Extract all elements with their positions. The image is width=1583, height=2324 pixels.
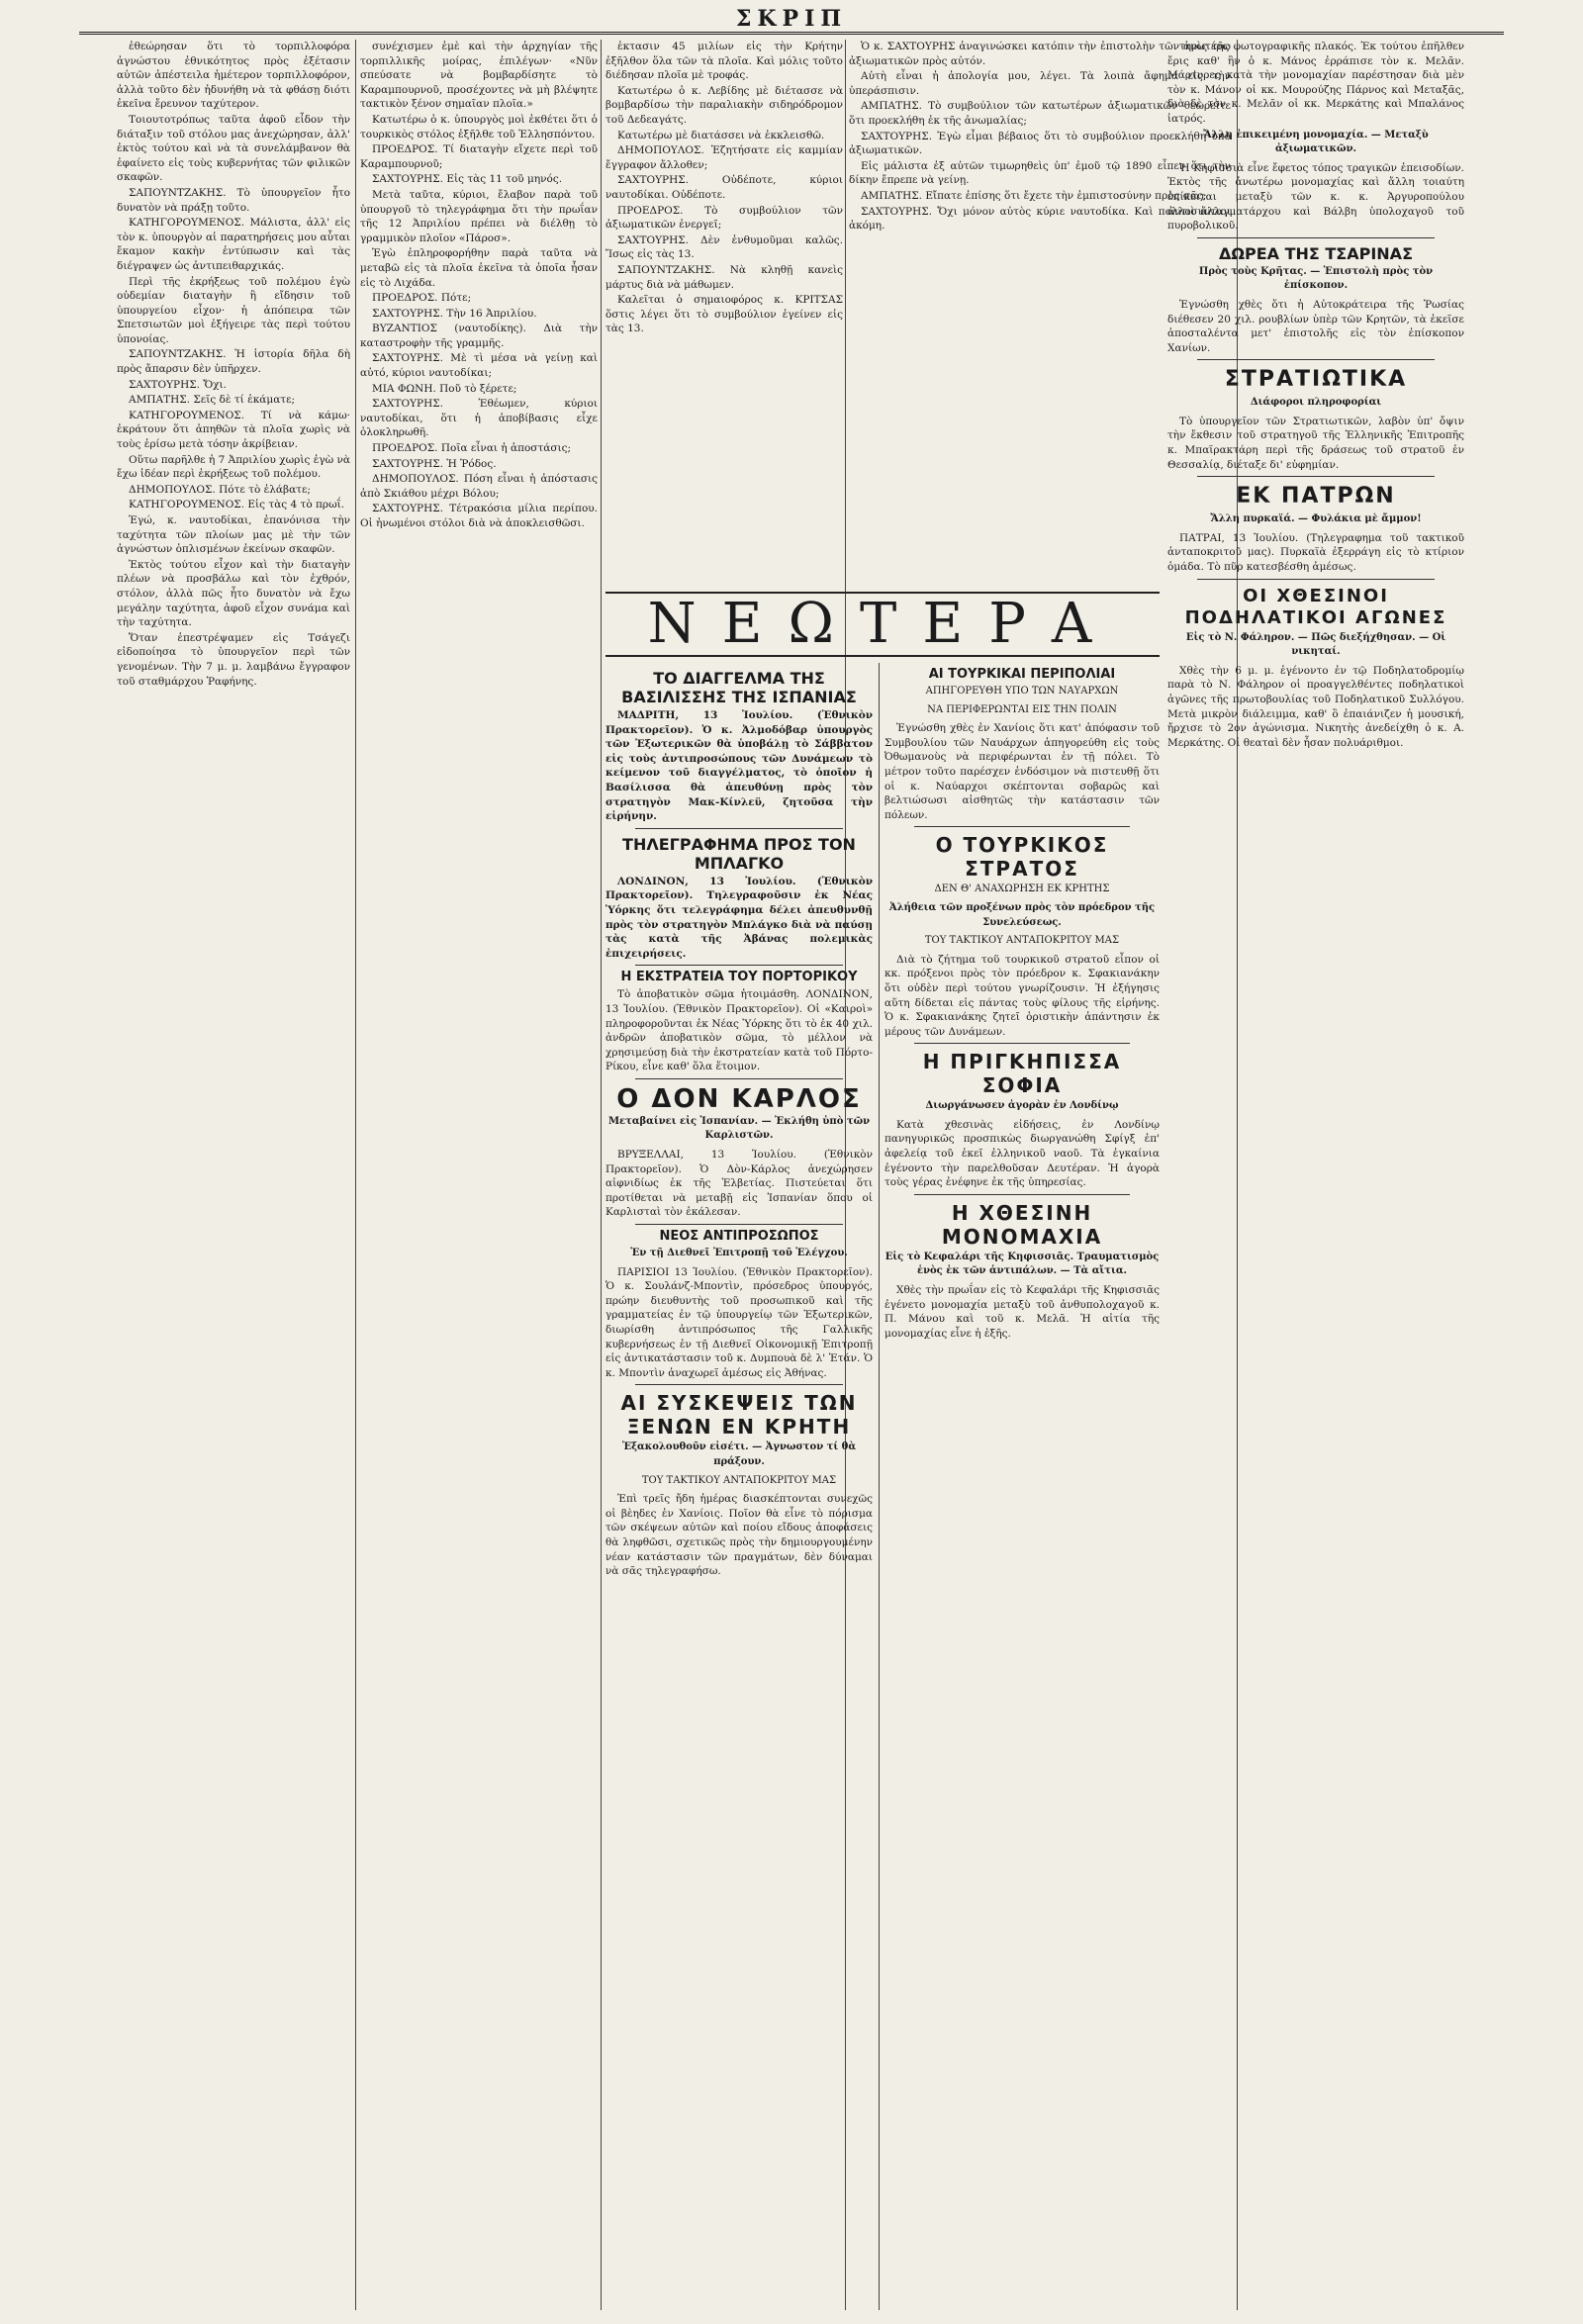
paragraph: ΣΑΧΤΟΥΡΗΣ. Εἰς τὰς 11 τοῦ μηνός. — [372, 173, 563, 186]
paragraph: ΚΑΤΗΓΟΡΟΥΜΕΝΟΣ. Τί νὰ κάμω· ἐκράτουν ὅτι ἀπηθῶν τὰ πλοῖα χωρὶς νὰ τοὺς ἐρίσω μετὰ τόσην ἀκρίβειαν. — [117, 409, 350, 451]
divider — [914, 1043, 1130, 1044]
column-1 — [117, 40, 350, 2310]
paragraph: ΔΗΜΟΠΟΥΛΟΣ. Ἐζητήσατε εἰς καμμίαν ἔγγραφον ἄλλοθεν; — [605, 144, 843, 171]
headline-prigk: Η ΠΡΙΓΚΗΠΙΣΣΑ ΣΟΦΙΑ — [922, 1050, 1122, 1098]
paragraph: ΑΜΠΑΤΗΣ. Τὸ συμβούλιον τῶν κατωτέρων ἀξιωματικῶν θεωρεῖτε ὅτι προεκλήθη ἐκ τῆς ἀνωμαλίας; — [849, 100, 1231, 127]
subhead-tourk-2: ΝΑ ΠΕΡΙΦΕΡΩΝΤΑΙ ΕΙΣ ΤΗΝ ΠΟΛΙΝ — [927, 703, 1117, 715]
headline-mono2: Ἄλλη ἐπικειμένη μονομαχία. — Μεταξὺ ἀξιωματικῶν. — [1203, 129, 1429, 155]
headline-stratos: Ο ΤΟΥΡΚΙΚΟΣ ΣΤΡΑΤΟΣ — [935, 833, 1109, 882]
subhead-syskepseis: Ἐξακολουθοῦν εἰσέτι. — Ἀγνωστον τί θὰ πράξουν. — [621, 1441, 857, 1467]
paragraph: ΣΑΧΤΟΥΡΗΣ. Ἐθέωμεν, κύριοι ναυτοδίκαι, ὅτι ἡ ἀποβίβασις εἶχε ὁλοκληρωθῆ. — [360, 398, 598, 439]
headline-portorico: Η ΕΚΣΤΡΑΤΕΙΑ ΤΟΥ ΠΟΡΤΟΡΙΚΟΥ — [620, 970, 858, 985]
paragraph: ΠΡΟΕΔΡΟΣ. Τί διαταγὴν εἴχετε περὶ τοῦ Καραμπουρνοῦ; — [360, 143, 598, 170]
paragraph: ΠΡΟΕΔΡΟΣ. Τὸ συμβούλιον τῶν ἀξιωματικῶν ἐνεργεῖ; — [605, 204, 843, 232]
subhead-stratos: ΔΕΝ Θ' ΑΝΑΧΩΡΗΣΗ ΕΚ ΚΡΗΤΗΣ — [934, 883, 1110, 895]
column-rule — [879, 663, 880, 2310]
article-agones: Χθὲς τὴν 6 μ. μ. ἐγένοντο ἐν τῷ Ποδηλατοδρομίῳ παρὰ τὸ Ν. Φάληρον οἱ προαγγελθέντες ποδηλατικοὶ ἀγῶνες τῆς πρωτοβουλίας τοῦ Ποδηλατικοῦ Συλλόγου. Μετὰ μικρὸν διάλειμμα, καθ' ὃ ἐπαιάνιζεν ἡ μουσική, ἤρχισε τὸ 2ον ἀγώνισμα. Νικητὴς ἀνεδείχθη ὁ κ. Α. Μερκάτης. Οἱ θεαταὶ δὲν ἦσαν πολυάριθμοι. — [1167, 664, 1464, 749]
paragraph: Ἐκτὸς τούτου εἶχον καὶ τὴν διαταγὴν πλέων νὰ προσβάλω καὶ τὸν ἐχθρόν, στόλον, ἀλλὰ πῶς ἦτο δυνατὸν νὰ ἔχω μεγάλην ταχύτητα, ἀφοῦ εἶχον συνάμα καὶ τὴν ταχύτητα. — [117, 558, 350, 629]
paragraph: ΣΑΧΤΟΥΡΗΣ. Δὲν ἐνθυμοῦμαι καλῶς. Ἴσως εἰς τὰς 13. — [605, 233, 843, 261]
subhead-tourk: ΑΠΗΓΟΡΕΥΘΗ ΥΠΟ ΤΩΝ ΝΑΥΑΡΧΩΝ — [925, 686, 1119, 697]
article-patron: ΠΑΤΡΑΙ, 13 Ἰουλίου. (Τηλεγραφημα τοῦ τακτικοῦ ἀνταποκριτοῦ μας). Πυρκαϊὰ ἐξερράγη εἰς τὸ κτίριον ὁμάδα. Τὸ πῦρ κατεσβέσθη ἀμέσως. — [1167, 531, 1464, 574]
headline-neos: ΝΕΟΣ ΑΝΤΙΠΡΟΣΩΠΟΣ — [659, 1229, 819, 1245]
headline-mono: Η ΧΘΕΣΙΝΗ ΜΟΝΟΜΑΧΙΑ — [941, 1200, 1103, 1249]
paragraph: ΑΜΠΑΤΗΣ. Σεῖς δὲ τί ἐκάματε; — [129, 394, 296, 407]
article-neos: ΠΑΡΙΣΙΟΙ 13 Ἰουλίου. (Ἐθνικὸν Πρακτορεῖον). Ὁ κ. Σουλάνζ-Μποντὶν, πρόσεδρος ὑπουργός, πρώην διευθυντὴς τοῦ προσωπικοῦ καὶ τῆς γραμματείας ἐν τῷ ὑπουργείῳ τῶν Ἐξωτερικῶν, διωρίσθη ἀντιπρόσωπος τῆς Γαλλικῆς κυβερνήσεως ἐν τῇ Διεθνεῖ Οἰκονομικῇ Ἐπιτροπῇ εἰς ἀντικατάστασιν τοῦ κ. Δυμπουὰ δὲ λ' Ἐτάν. Ὁ κ. Μποντὶν ἀναχωρεῖ ἀμέσως εἰς Ἀθήνας. — [605, 1265, 873, 1379]
paragraph: ἐκτασιν 45 μιλίων εἰς τὴν Κρήτην ἐξῆλθον ὅλα τῶν τὰ πλοῖα. Καὶ μόλις τοῦτο διέδησαν πλοῖα μὲ τροφάς. — [605, 41, 843, 82]
article-strat: Τὸ ὑπουργεῖον τῶν Στρατιωτικῶν, λαβὸν ὑπ' ὄψιν τὴν ἔκθεσιν τοῦ στρατηγοῦ τῆς Ἑλληνικῆς Ἐπιτροπῆς κ. Μπαϊρακτάρη περὶ τῆς δράσεως τοῦ στρατοῦ ἐν Θεσσαλίᾳ, διέταξε δι' εὐφημίαν. — [1167, 415, 1464, 471]
headline-strat: ΣΤΡΑΤΙΩΤΙΚΑ — [1224, 367, 1408, 393]
article-prigk: Κατὰ χθεσινὰς εἰδήσεις, ἐν Λονδίνῳ πανηγυρικῶς προσπικὼς διωργανώθη Σφίγξ ἐπ' ἀφελείᾳ τοῦ ἐκεῖ ἑλληνικοῦ ναοῦ. Τὰ ἐγκαίνια ἐγένοντο τὴν παρελθοῦσαν Δευτέραν. Ἡ ἀγορὰ τοὺς γέρας ἐνέφηνε ἐκ τῆς ὑπηρεσίας. — [885, 1118, 1160, 1189]
news-left-column — [605, 663, 873, 2310]
divider — [1197, 579, 1435, 580]
divider — [635, 1384, 843, 1385]
paragraph: Οὕτω παρῆλθε ἡ 7 Ἀπριλίου χωρὶς ἐγὼ νὰ ἔχω ἰδέαν περὶ ἐκρήξεως τοῦ πολέμου. — [117, 453, 350, 481]
article-spain: ΜΑΔΡΙΤΗ, 13 Ἰουλίου. (Ἐθνικὸν Πρακτορεῖον). Ὁ κ. Ἀλμοδόβαρ ὑπουργὸς τῶν Ἐξωτερικῶν θὰ ὑποβάλῃ τὸ Σάββατον εἰς τοὺς ἀντιπροσώπους τῶν Δυνάμεων τὸ κείμενον τοῦ διαγγέλματος, τὸ ὁποῖον ἡ Βασίλισσα θὰ ἀπευθύνῃ πρὸς τὸν στρατηγὸν Μακ-Κίνλεϋ, ζητοῦσα τὴν εἰρήνην. — [605, 709, 873, 823]
paragraph: ΣΑΧΤΟΥΡΗΣ. Ἐγὼ εἶμαι βέβαιος ὅτι τὸ συμβούλιον προεκλήθη ὑπὸ ἀξιωματικῶν. — [849, 130, 1231, 157]
paragraph: ΚΑΤΗΓΟΡΟΥΜΕΝΟΣ. Μάλιστα, ἀλλ' εἰς τὸν κ. ὑπουργὸν αἱ παρατηρήσεις μου αὗται ἔκαμον κακὴν ἐντύπωσιν καὶ τὰς διέγραψεν ὡς ἀντιπειθαρχικάς. — [117, 217, 350, 272]
paragraph: Αὐτὴ εἶναι ἡ ἀπολογία μου, λέγει. Τὰ λοιπὰ ἄφημα εἰς τὴν ὑπεράσπισιν. — [849, 70, 1231, 97]
paragraph: ΣΑΧΤΟΥΡΗΣ. Μὲ τὶ μέσα νὰ γείνῃ καὶ αὐτό, κύριοι ναυτοδίκαι; — [360, 352, 598, 380]
paragraph: Εἰς μάλιστα ἐξ αὐτῶν τιμωρηθεὶς ὑπ' ἐμοῦ τῷ 1890 εἶπεν ὅτι τὴν δίκην ἔπρεπε νὰ γείνῃ. — [849, 159, 1231, 187]
article-don-carlos: ΒΡΥΞΕΛΛΑΙ, 13 Ἰουλίου. (Ἐθνικὸν Πρακτορεῖον). Ὁ Δὸν-Κάρλος ἀνεχώρησεν αἰφνιδίως ἐκ τῆς Ἑλβετίας. Πιστεύεται ὅτι προτίθεται νὰ μεταβῇ εἰς Ἰσπανίαν ὅπου οἱ Καρλισταὶ τὸν ἐκάλεσαν. — [605, 1149, 873, 1219]
article-syskepseis: Ἐπὶ τρεῖς ἤδη ἡμέρας διασκέπτονται συνεχῶς οἱ βὲηδες ἐν Χανίοις. Ποῖον θὰ εἶνε τὸ πόρισμα τῶν σκέψεων αὐτῶν καὶ ποίου εἴδους ἀποφάσεις θὰ ληφθῶσι, σχετικῶς πρὸς τὴν δημιουργουμένην νέαν κατάστασιν τῶν πραγμάτων, δὲν δύναμαι νὰ σᾶς τηλεγραφήσω. — [605, 1493, 873, 1578]
subhead-strat: Διάφοροι πληροφορίαι — [1250, 397, 1382, 409]
paragraph: Τοιουτοτρόπως ταῦτα ἀφοῦ εἶδον τὴν διάταξιν τοῦ στόλου μας ἀνεχώρησαν, ἀλλ' ἐκτὸς τούτου καὶ νὰ τὰ συνελάμβανον θὰ ἐφαίνετο εἰς τοὺς κυβερνήτας τῶν φιλικῶν σκαφῶν. — [117, 113, 350, 184]
paragraph: Καλεῖται ὁ σημαιοφόρος κ. ΚΡΙΤΣΑΣ ὅστις λέγει ὅτι τὸ συμβούλιον ἐγείνεν εἰς τὰς 13. — [605, 294, 843, 335]
paragraph: ΠΡΟΕΔΡΟΣ. Ποῖα εἶναι ἡ ἀποστάσις; — [372, 442, 572, 455]
paragraph: συνέχισμεν ἐμὲ καὶ τὴν ἀρχηγίαν τῆς τορπιλλικῆς μοίρας, ἐπιλέγων· «Νῦν σπεύσατε νὰ βομβαρδίσητε τὸ Καραμπουρνοῦ, προσέχοντες νὰ μὴ βλέψητε τακτικὸν ξένον σημαῖαν πλοῖα.» — [360, 41, 598, 111]
article-telegram: ΛΟΝΔΙΝΟΝ, 13 Ἰουλίου. (Ἐθνικὸν Πρακτορεῖον). Τηλεγραφοῦσιν ἐκ Νέας Ὑόρκης ὅτι τελεγράφημα δέλει ἀπευθυνθῇ πρὸς τὸν στρατηγὸν Μπλάγκο διὰ νὰ παύσῃ τὰς κατὰ τῆς Ἀβάνας πολεμικὰς ἐπιχειρήσεις. — [605, 875, 873, 960]
byline-syskepseis: ΤΟΥ ΤΑΚΤΙΚΟΥ ΑΝΤΑΠΟΚΡΙΤΟΥ ΜΑΣ — [641, 1474, 837, 1486]
subhead-stratos-2: Ἀλήθεια τῶν προξένων πρὸς τὸν πρόεδρον τῆς Συνελεύσεως. — [888, 901, 1156, 928]
paragraph: ΣΑΧΤΟΥΡΗΣ. Ὄχι μόνον αὐτὸς κύριε ναυτοδίκα. Καὶ πολλοὶ ἄλλοι ἀκόμη. — [849, 205, 1231, 232]
headline-telegram: ΤΗΛΕΓΡΑΦΗΜΑ ΠΡΟΣ ΤΟΝ ΜΠΛΑΓΚΟ — [622, 834, 856, 873]
divider — [635, 1224, 843, 1225]
subhead-don-carlos: Μεταβαίνει εἰς Ἰσπανίαν. — Ἐκλήθη ὑπὸ τῶν Καρλιστῶν. — [607, 1115, 871, 1142]
subhead-agones: Εἰς τὸ Ν. Φάληρον. — Πῶς διεξήχθησαν. — Οἱ νικηταί. — [1185, 631, 1446, 658]
article-mono2: Ἡ Κηφισσιὰ εἶνε ἔφετος τόπος τραγικῶν ἐπεισοδίων. Ἐκτὸς τῆς ἀνωτέρω μονομαχίας καὶ ἄλλη τοιαύτη ἐπίκειται μεταξὺ τῶν κ. κ. Ἀργυροπούλου ἀντισυνταγματάρχου καὶ Βάλβη ὑπολοχαγοῦ τοῦ πυροβολικοῦ. — [1167, 161, 1464, 232]
paragraph: ΣΑΧΤΟΥΡΗΣ. Τέτρακόσια μίλια περίπου. Οἱ ἡνωμένοι στόλοι διὰ νὰ ἀποκλεισθῶσι. — [360, 503, 598, 529]
column-rule — [601, 40, 602, 2310]
divider — [914, 826, 1130, 827]
article-mono: Χθὲς τὴν πρωΐαν εἰς τὸ Κεφαλάρι τῆς Κηφισσιᾶς ἐγένετο μονομαχία μεταξὺ τοῦ ἀνθυπολοχαγοῦ κ. Π. Μάνου καὶ τοῦ κ. Μελᾶ. Ἡ αἰτία τῆς μονομαχίας εἶνε ἡ ἑξῆς. — [885, 1284, 1160, 1340]
divider — [1197, 237, 1435, 238]
article-stratos: Διὰ τὸ ζήτημα τοῦ τουρκικοῦ στρατοῦ εἶπον οἱ κκ. πρόξενοι πρὸς τὸν πρόεδρον κ. Σφακιανάκην ὅτι οὐδὲν περὶ τούτου γνωρίζουσιν. Ἡ ἐξήγησις αὕτη δίδεται εἰς πάντας τοὺς φίλους τῆς εἰρήνης. Ὁ κ. Σφακιανάκης ζητεῖ ὁριστικὴν ἀπάντησιν ἐκ μέρους τῶν Δυνάμεων. — [885, 953, 1160, 1038]
column-rule — [355, 40, 356, 2310]
paragraph: ΣΑΧΤΟΥΡΗΣ. Ἡ Ῥόδος. — [372, 457, 497, 470]
column-3-top — [605, 40, 843, 584]
paragraph: ΠΡΟΕΔΡΟΣ. Πότε; — [372, 292, 472, 305]
subhead-patron: Ἄλλη πυρκαϊά. — Φυλάκια μὲ ἄμμον! — [1210, 513, 1422, 525]
divider — [1197, 359, 1435, 360]
byline-stratos: ΤΟΥ ΤΑΚΤΙΚΟΥ ΑΝΤΑΠΟΚΡΙΤΟΥ ΜΑΣ — [924, 935, 1120, 947]
column-2 — [360, 40, 598, 2310]
paragraph: ΣΑΠΟΥΝΤΖΑΚΗΣ. Νὰ κληθῇ κανεὶς μάρτυς διὰ νὰ μάθωμεν. — [605, 263, 843, 291]
subhead-prigk: Διωργάνωσεν ἀγορὰν ἐν Λονδίνῳ — [925, 1100, 1119, 1112]
divider — [914, 1194, 1130, 1195]
subhead-dorea: Πρὸς τοὺς Κρῆτας. — Ἐπιστολὴ πρὸς τὸν ἐπίσκοπον. — [1198, 265, 1434, 292]
paragraph: ἐθεώρησαν ὅτι τὸ τορπιλλοφόρα ἀγνώστου ἐθνικότητος πρὸς ἐξέτασιν αὐτῶν ἀπέστειλα ἡμέτερον τορπιλλοφόρον, ἀλλὰ τοῦτο δὲν ἠδυνήθη νὰ τὰ φθάσῃ διότι ἐκεῖνα ἔρευνον ταχύτερον. — [117, 41, 350, 111]
paragraph: Ἐγὼ ἐπληροφορήθην παρὰ ταῦτα νὰ μεταβῶ εἰς τὰ πλοῖα ἐκεῖνα τὰ ὁποῖα ἦσαν εἰς τὸ Λιχάδα. — [360, 247, 598, 289]
headline-don-carlos: Ο ΔΟΝ ΚΑΡΛΟΣ — [616, 1083, 862, 1114]
divider — [635, 1078, 843, 1079]
paragraph: ΔΗΜΟΠΟΥΛΟΣ. Πότε τὸ ἐλάβατε; — [129, 483, 311, 496]
article-dorea: Ἐγνώσθη χθὲς ὅτι ἡ Αὐτοκράτειρα τῆς Ῥωσίας διέθεσεν 20 χιλ. ρουβλίων ὑπὲρ τῶν Κρητῶν, τὰ ἐκεῖσε ἀποσταλέντα μετ' ἐπιστολῆς εἰς τὸν ἐπίσκοπον Χανίων. — [1167, 298, 1464, 354]
paragraph: ΣΑΧΤΟΥΡΗΣ. Τὴν 16 Ἀπριλίου. — [372, 307, 537, 320]
subhead-mono: Εἰς τὸ Κεφαλάρι τῆς Κηφισσιᾶς. Τραυματισμὸς ἑνὸς ἐκ τῶν ἀντιπάλων. — Τὰ αἴτια. — [885, 1251, 1160, 1277]
paragraph: ΑΜΠΑΤΗΣ. Εἴπατε ἐπίσης ὅτι ἔχετε τὴν ἐμπιστοσύνην πρὸς σᾶς; — [861, 189, 1207, 202]
divider — [635, 828, 843, 829]
paragraph: ΣΑΠΟΥΝΤΖΑΚΗΣ. Ἡ ἱστορία δῆλα δὴ πρὸς ἄπαρσιν δὲν ὑπῆρχεν. — [117, 348, 350, 376]
article-portorico: Τὸ ἀποβατικὸν σῶμα ἡτοιμάσθη. ΛΟΝΔΙΝΟΝ, 13 Ἰουλίου. (Ἐθνικὸν Πρακτορεῖον). Οἱ «Καιροὶ» πληροφοροῦνται ἐκ Νέας Ὑόρκης ὅτι τὸ ἐκ 40 χιλ. ἀνδρῶν ἀποβατικὸν σῶμα, τὸ μέλλον νὰ χρησιμεύσῃ διὰ τὴν ἐκστρατείαν κατὰ τοῦ Πόρτο-Ρίκου, εἶνε καθ' ὅλα ἕτοιμον. — [605, 988, 873, 1073]
divider — [1197, 476, 1435, 477]
headline-tourk: ΑΙ ΤΟΥΡΚΙΚΑΙ ΠΕΡΙΠΟΛΙΑΙ — [928, 667, 1116, 682]
article-tourk: Ἐγνώσθη χθὲς ἐν Χανίοις ὅτι κατ' ἀπόφασιν τοῦ Συμβουλίου τῶν Ναυάρχων ἀπηγορεύθη εἰς τοὺς Ὀθωμανοὺς νὰ περιφέρωνται ἐν τῇ πόλει. Τὸ μέτρον τοῦτο παρέσχεν ἐνδόσιμον νὰ πιστευθῇ ὅτι οἱ κ. Ναύαρχοι σκέπτονται σοβαρῶς καὶ βελτιώσωσι αἰσθητῶς τὴν κατάστασιν τῶν πόλεων. — [885, 722, 1160, 821]
divider — [635, 965, 843, 966]
paragraph: Κατωτέρω μὲ διατάσσει νὰ ἐκκλεισθῶ. — [617, 129, 825, 141]
masthead — [79, 6, 1504, 35]
paragraph: ΔΗΜΟΠΟΥΛΟΣ. Πόση εἶναι ἡ ἀπόστασις ἀπὸ Σκιάθου μέχρι Βόλου; — [360, 473, 598, 500]
subhead-neos: Ἐν τῇ Διεθνεῖ Ἐπιτροπῇ τοῦ Ἐλέγχου. — [630, 1248, 848, 1259]
headline-spain: ΤΟ ΔΙΑΓΓΕΛΜΑ ΤΗΣ ΒΑΣΙΛΙΣΣΗΣ ΤΗΣ ΙΣΠΑΝΙΑΣ — [621, 669, 857, 706]
column-5 — [1167, 40, 1464, 2310]
paragraph: Περὶ τῆς ἐκρήξεως τοῦ πολέμου ἐγὼ οὐδεμίαν διαταγὴν ἢ εἴδησιν τοῦ ὑπουργείου εἶχον· ἡ ἀπόπειρα τῶν Σπετσιωτῶν μοὶ ἐξήγειρε τὰς περὶ τούτου ὑπονοίας. — [117, 275, 350, 345]
paragraph: Κατωτέρω ὁ κ. ὑπουργὸς μοὶ ἐκθέτει ὅτι ὁ τουρκικὸς στόλος ἐξῆλθε τοῦ Ἑλλησπόντου. — [360, 113, 598, 140]
paragraph: Κατωτέρω ὁ κ. Λεβίδης μὲ διέτασσε νὰ βομβαρδίσω τὴν παραλιακὴν σιδηρόδρομον τοῦ Δεδεαγάτς. — [605, 84, 843, 126]
paragraph: ΒΥΖΑΝΤΙΟΣ (ναυτοδίκης). Διὰ τὴν καταστροφὴν τῆς γραμμῆς. — [360, 323, 598, 349]
article-intro: τηρὶς τῆς φωτογραφικῆς πλακός. Ἐκ τούτου ἐπῆλθεν ἔρις καθ' ἣν ὁ κ. Μάνος ἐρράπισε τὸν κ. Μελᾶν. Μάρτυρες κατὰ τὴν μονομαχίαν παρέστησαν διὰ μὲν τὸν κ. Μάνον οἱ κκ. Μουρούζης Πάρνος καὶ Μεταξᾶς, διὰ δὲ τὸν κ. Μελᾶν οἱ κκ. Μερκάτης καὶ Μπαλάνος ἰατρός. — [1167, 41, 1464, 125]
news-right-column — [885, 663, 1160, 2310]
headline-syskepseis: ΑΙ ΣΥΣΚΕΨΕΙΣ ΤΩΝ ΞΕΝΩΝ ΕΝ ΚΡΗΤΗ — [620, 1391, 858, 1440]
headline-patron: ΕΚ ΠΑΤΡΩΝ — [1236, 484, 1396, 510]
headline-dorea: ΔΩΡΕΑ ΤΗΣ ΤΣΑΡΙΝΑΣ — [1218, 243, 1413, 263]
paragraph: ΚΑΤΗΓΟΡΟΥΜΕΝΟΣ. Εἰς τὰς 4 τὸ πρωΐ. — [129, 499, 345, 511]
news-banner: ΝΕΩΤΕΡΑ — [605, 592, 1160, 657]
paragraph: ΣΑΧΤΟΥΡΗΣ. Οὐδέποτε, κύριοι ναυτοδίκαι. Οὐδέποτε. — [605, 174, 843, 201]
paragraph: ΣΑΧΤΟΥΡΗΣ. Ὄχι. — [129, 378, 228, 391]
paragraph: Ὅταν ἐπεστρέψαμεν εἰς Τσάγεζι εἰδοποίησα τὸ ὑπουργεῖον περὶ τῶν γενομένων. Τὴν 7 μ. μ. λαμβάνω ἔγγραφον τοῦ σταθμάρχου Ῥαφήνης. — [117, 631, 350, 688]
paragraph: Μετὰ ταῦτα, κύριοι, ἔλαβον παρὰ τοῦ ὑπουργοῦ τὸ τηλεγράφημα ὅτι τὴν πρωΐαν τῆς 12 Ἀπριλίου πρέπει νὰ διέλθῃ τὸ γραμμικὸν πλοῖον «Πάροσ». — [360, 188, 598, 244]
masthead-title: ΣΚΡΙΠ — [735, 6, 848, 32]
paragraph: Ἐγώ, κ. ναυτοδίκαι, ἐπανόνισα τὴν ταχύτητα τῶν πλοίων μας μὲ τὴν τῶν ἀγνώστων ὁπλισμένων ἐκείνων σκαφῶν. — [117, 514, 350, 556]
headline-agones: ΟΙ ΧΘΕΣΙΝΟΙ ΠΟΔΗΛΑΤΙΚΟΙ ΑΓΩΝΕΣ — [1184, 585, 1447, 628]
paragraph: Ὁ κ. ΣΑΧΤΟΥΡΗΣ ἀναγινώσκει κατόπιν τὴν ἐπιστολὴν τῶν ἀνωτέρω ἀξιωματικῶν πρὸς αὐτόν. — [849, 41, 1231, 67]
paragraph: ΜΙΑ ΦΩΝΗ. Ποῦ τὸ ξέρετε; — [372, 382, 517, 395]
paragraph: ΣΑΠΟΥΝΤΖΑΚΗΣ. Τὸ ὑπουργεῖον ἦτο δυνατὸν νὰ πράξῃ τοῦτο. — [117, 186, 350, 214]
